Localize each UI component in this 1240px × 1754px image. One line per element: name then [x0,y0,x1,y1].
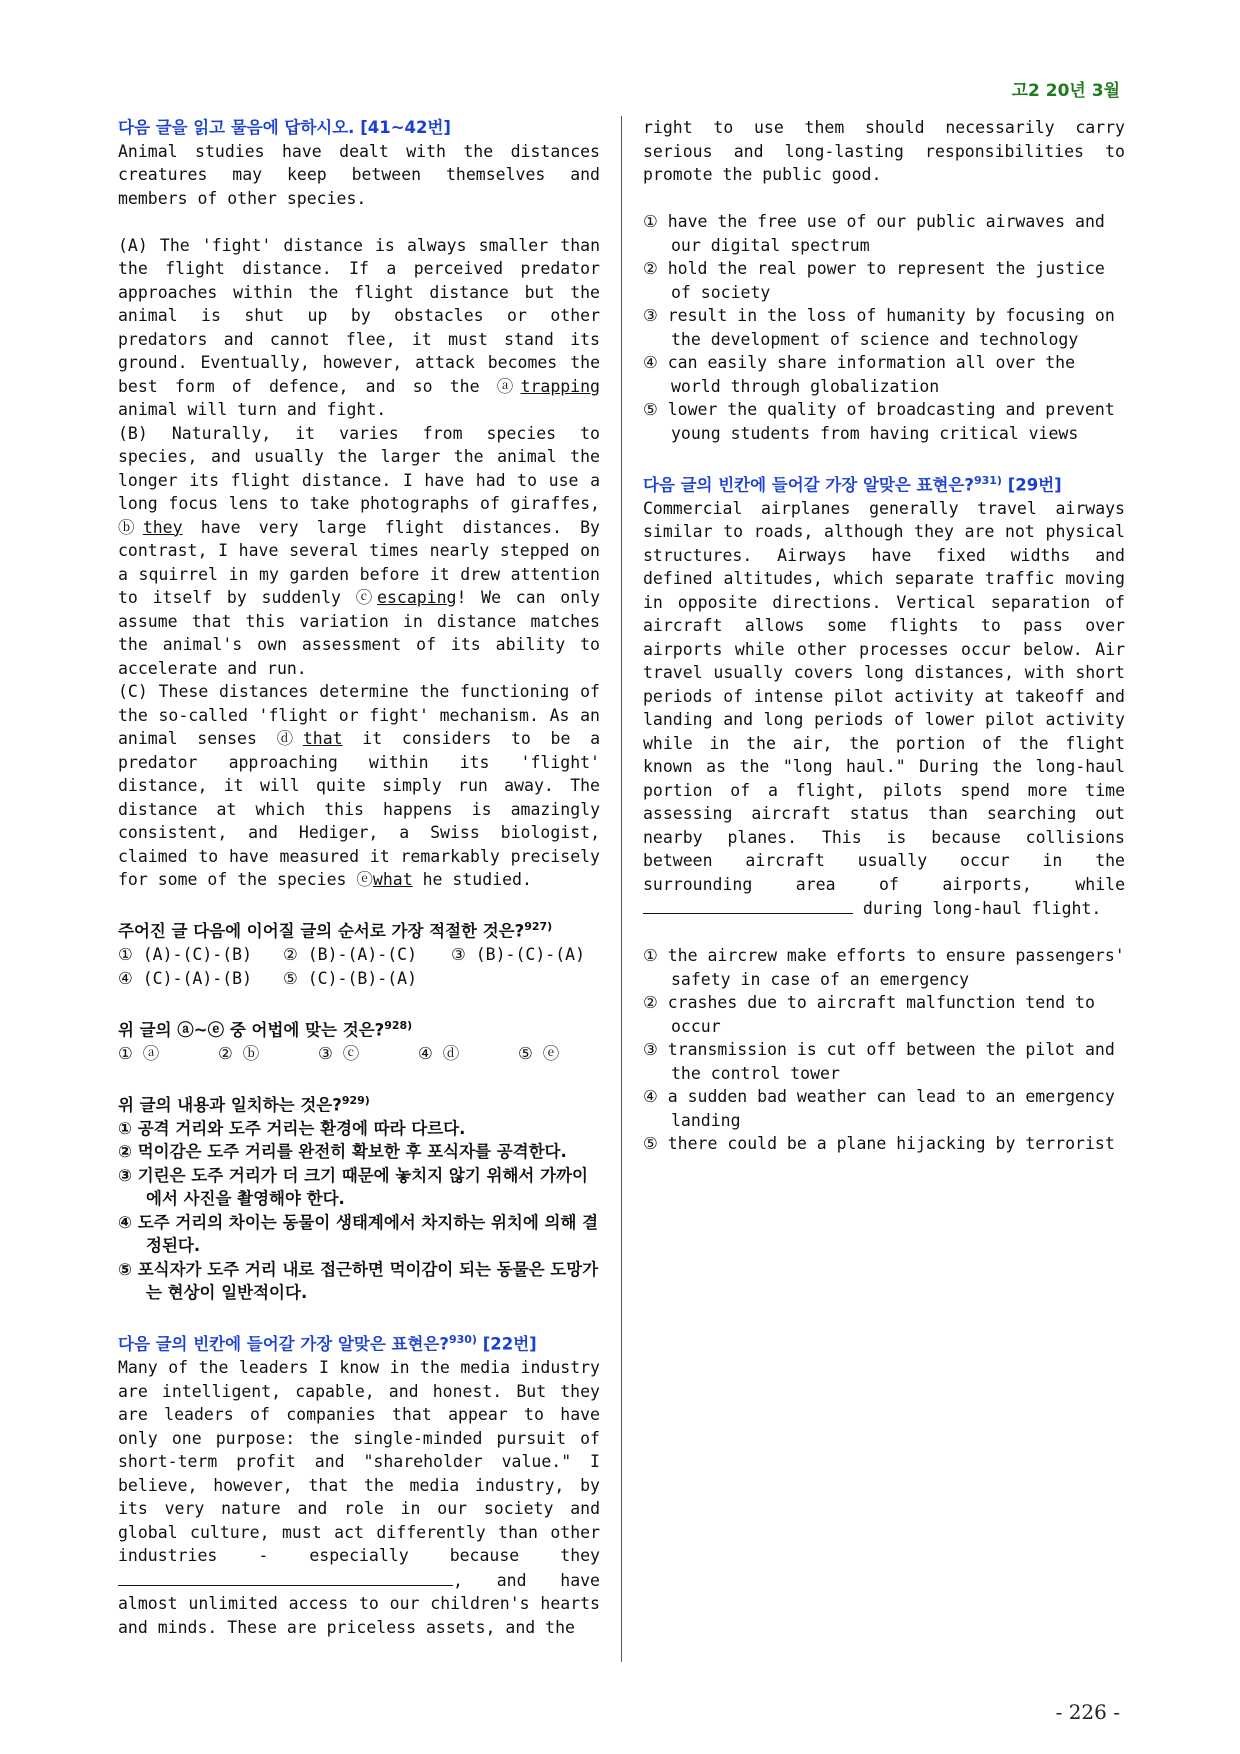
q930-option-1[interactable]: ① have the free use of our public airwaves and our digital spectrum [643,212,1105,255]
q927-stem: 주어진 글 다음에 이어질 글의 순서로 가장 적절한 것은?$^{927)}$ [118,920,553,941]
underlined-a: trapping [520,376,600,396]
q927-option-2[interactable]: ② (B)-(A)-(C) [283,945,417,964]
column-divider [621,116,622,1662]
q927-option-5[interactable]: ⑤ (C)-(B)-(A) [283,968,417,988]
q929-stem: 위 글의 내용과 일치하는 것은?$^{929)}$ [118,1093,370,1114]
q930-passage: Many of the leaders I know in the media industry are intelligent, capable, and honest. But they are leaders of companies that appear to have only one purpose: the single-minded pursuit of short-term profit and "shareholder value." I believe, however, that the media industry, by its very nature and role in our society and global culture, must act differently than other industries - especially because they , and have almost unlimited access to our children's hearts and minds. These are priceless assets, and the [118,1358,600,1637]
q928-option-4[interactable]: ④ ⓓ [418,1043,460,1063]
q931-passage: Commercial airplanes generally travel airways similar to roads, although they are not physical structures. Airways have fixed widths and defined altitudes, which separate traffic moving in opposite directions. Vertical separation of aircraft allows some flights to pass over airports while other processes occur below. Air travel usually covers long distances, with short periods of intense pilot activity at takeoff and landing and long periods of lower pilot activity while in the air, the portion of the flight known as the "long haul." During the long-haul portion of a flight, pilots spend more time assessing aircraft status than searching out nearby planes. This is because collisions between aircraft usually occur in the surrounding area of airports, while during long-haul flight. [643,498,1125,918]
q927-option-3[interactable]: ③ (B)-(C)-(A) [451,945,585,964]
mark-e: ⓔ [356,870,373,889]
q931-option-2[interactable]: ② crashes due to aircraft malfunction tend to occur [643,993,1095,1036]
q927-options [118,943,600,967]
mark-b: ⓑ [118,517,143,537]
q929-option-1[interactable]: ① 공격 거리와 도주 거리는 환경에 따라 다르다. [118,1118,466,1138]
underlined-e: what [372,870,413,889]
q928-stem: 위 글의 ⓐ~ⓔ 중 어법에 맞는 것은?$^{928)}$ [118,1018,413,1039]
passage-c: (C) These distances determine the functioning of the so-called 'flight or fight' mechanism. As an animal senses ⓓthat it considers to be a predator approaching within its 'flight' distance, it will quite simply run away. The distance at which this happens is amazingly consistent, and Hediger, a Swiss biologist, claimed to have measured it remarkably precisely for some of the species ⓔwhat he studied. [118,682,600,889]
q41-42-heading: 다음 글을 읽고 물음에 답하시오. [41~42번] [118,118,451,137]
q927-option-4[interactable]: ④ (C)-(A)-(B) [118,968,252,988]
q930-heading: 다음 글의 빈칸에 들어갈 가장 알맞은 표현은?$^{930)}$ [22번] [118,1333,537,1354]
q931-option-4[interactable]: ④ a sudden bad weather can lead to an emergency landing [643,1087,1115,1130]
q930-option-3[interactable]: ③ result in the loss of humanity by focusing on the development of science and technology [643,306,1115,349]
left-column [118,116,600,1639]
mark-c: ⓒ [355,588,378,607]
page-number: - 226 - [1055,1700,1120,1724]
q927-option-1[interactable]: ① (A)-(C)-(B) [118,945,252,964]
passage-b: (B) Naturally, it varies from species to species, and usually the larger the animal the longer its flight distance. I have had to use a long focus lens to take photographs of giraffes, ⓑthey have very large flight distances. By contrast, I have several times nearly stepped on a squirrel in my garden before it drew attention to itself by suddenly ⓒescaping! We can only assume that this variation in distance matches the animal's own assessment of its ability to accelerate and run. [118,423,601,678]
q929-option-2[interactable]: ② 먹이감은 도주 거리를 완전히 확보한 후 포식자를 공격한다. [118,1142,567,1161]
q930-option-5[interactable]: ⑤ lower the quality of broadcasting and prevent young students from having critical views [643,400,1115,443]
mark-a: ⓐ [496,376,521,396]
q929-option-3[interactable]: ③ 기린은 도주 거리가 더 크기 때문에 놓치지 않기 위해서 가까이에서 사진을 촬영해야 한다. [118,1165,588,1208]
q931-option-3[interactable]: ③ transmission is cut off between the pilot and the control tower [643,1040,1115,1083]
q930-passage-continued: right to use them should necessarily carry serious and long-lasting responsibilities to promote the public good. [643,118,1125,184]
exam-tag: 고2 20년 3월 [1011,81,1120,101]
q931-option-1[interactable]: ① the aircrew make efforts to ensure passengers' safety in case of an emergency [643,946,1125,989]
q930-blank [118,1568,453,1586]
right-column [643,116,1125,1156]
q931-option-5[interactable]: ⑤ there could be a plane hijacking by terrorist [643,1134,1115,1153]
underlined-c: escaping [377,588,457,607]
passage-a: (A) The 'fight' distance is always smaller than the flight distance. If a perceived predator approaches within the flight distance but the animal is shut up by obstacles or other predators and cannot flee, it must stand its ground. Eventually, however, attack becomes the best form of defence, and so the ⓐtrapping animal will turn and fight. [118,235,600,419]
q931-heading: 다음 글의 빈칸에 들어갈 가장 알맞은 표현은?$^{931)}$ [29번] [643,473,1062,494]
q928-option-5[interactable]: ⑤ ⓔ [518,1043,560,1063]
q929-option-5[interactable]: ⑤ 포식자가 도주 거리 내로 접근하면 먹이감이 되는 동물은 도망가는 현상이 일반적이다. [118,1259,599,1302]
q929-option-4[interactable]: ④ 도주 거리의 차이는 동물이 생태계에서 차지하는 위치에 의해 결정된다. [118,1212,599,1255]
q930-option-2[interactable]: ② hold the real power to represent the justice of society [643,259,1105,302]
q930-option-4[interactable]: ④ can easily share information all over the world through globalization [643,353,1076,396]
q928-options [118,1042,600,1066]
q928-option-1[interactable]: ① ⓐ [118,1043,160,1063]
q928-option-3[interactable]: ③ ⓒ [318,1043,360,1063]
passage-intro: Animal studies have dealt with the distances creatures may keep between themselves and members of other species. [118,141,600,208]
underlined-d: that [302,729,343,748]
q928-option-2[interactable]: ② ⓑ [218,1043,260,1063]
q931-blank [643,896,853,914]
mark-d: ⓓ [276,729,303,748]
underlined-b: they [142,517,183,537]
